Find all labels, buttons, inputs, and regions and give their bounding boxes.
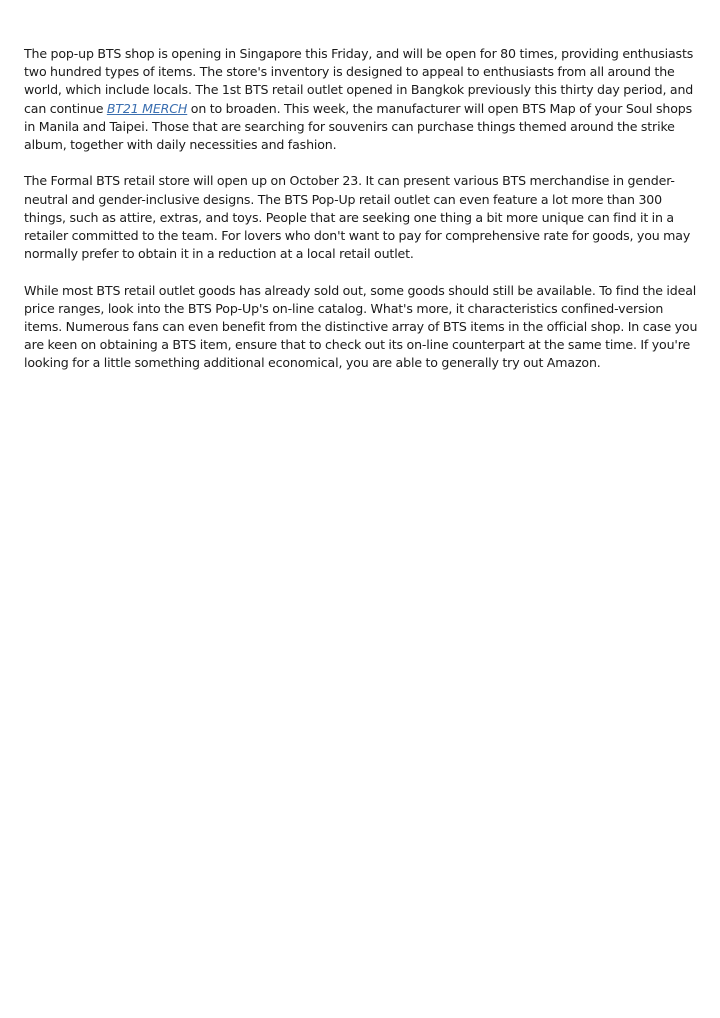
paragraph-1 bbox=[24, 45, 700, 154]
paragraph-3: While most BTS retail outlet goods has already sold out, some goods should still be available. To find the ideal price ranges, look into the BTS Pop-Up's on-line catalog. What's more, it characteristics confined-version items. Numerous fans can even benefit from the distinctive array of BTS items in the official shop. In case you are keen on obtaining a BTS item, ensure that to check out its on-line counterpart at the same time. If you're looking for a little something additional economical, you are able to generally try out Amazon. bbox=[24, 282, 698, 371]
bt21-merch-link[interactable]: BT21 MERCH bbox=[106, 100, 188, 116]
paragraph-1-text-after-link: on to broaden. This week, the manufacturer will open BTS Map of your Soul shops in Manila and Taipei. Those that are searching for souvenirs can purchase things themed around the strike album, together with daily necessities and fashion. bbox=[24, 100, 693, 153]
paragraph-1-text-before-link: The pop-up BTS shop is opening in Singapore this Friday, and will be open for 80 times, providing enthusiasts two hundred types of items. The store's inventory is designed to appeal to enthusiasts from all around the world, which include locals. The 1st BTS retail outlet opened in Bangkok previously this thirty day period, and can continue bbox=[24, 46, 694, 116]
article-body bbox=[24, 45, 700, 391]
paragraph-2: The Formal BTS retail store will open up on October 23. It can present various BTS merchandise in gender-neutral and gender-inclusive designs. The BTS Pop-Up retail outlet can even feature a lot more than 300 things, such as attire, extras, and toys. People that are seeking one thing a bit more unique can find it in a retailer committed to the team. For lovers who don't want to pay for comprehensive rate for goods, you may normally prefer to obtain it in a reduction at a local retail outlet. bbox=[24, 173, 691, 262]
